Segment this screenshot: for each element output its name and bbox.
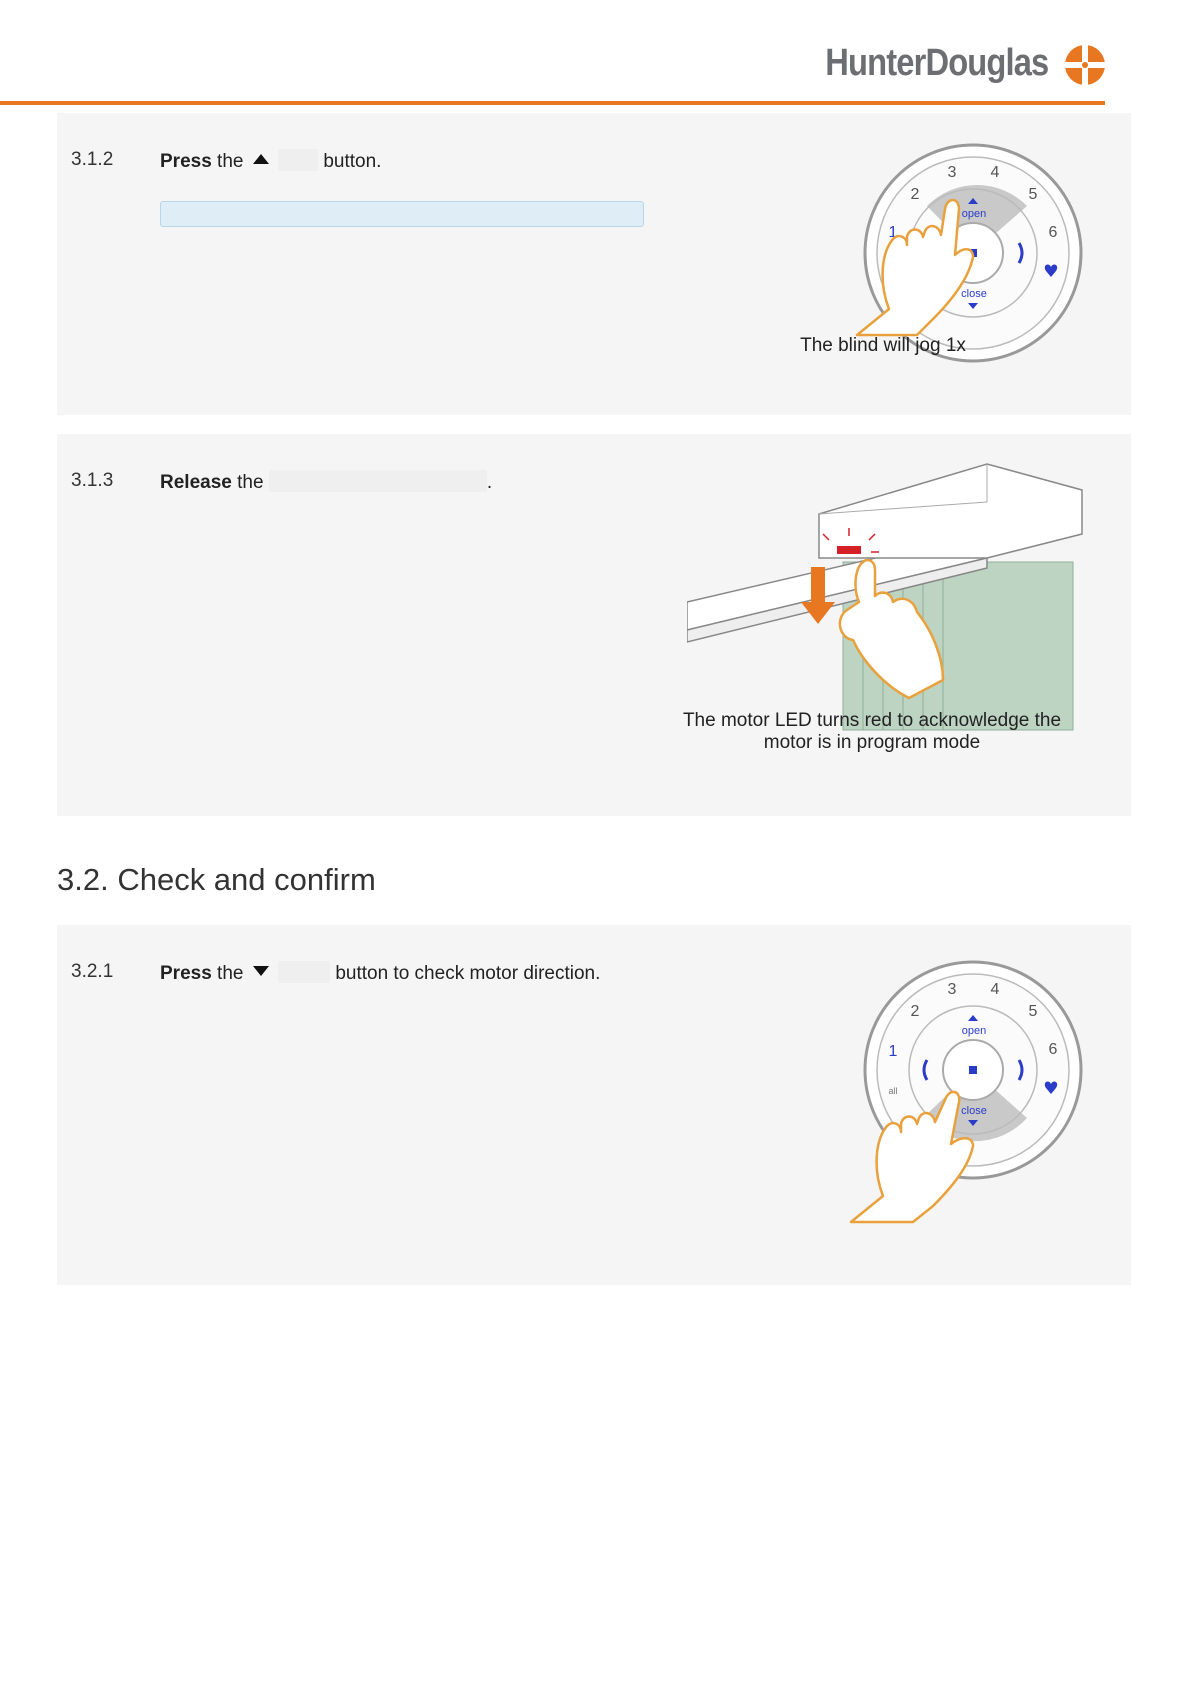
- brand-name: HunterDouglas: [824, 42, 1048, 84]
- button-name-placeholder: [278, 961, 330, 983]
- step-caption: [637, 710, 1107, 754]
- page-header: [0, 0, 1190, 105]
- step-text-a: the: [231, 472, 264, 493]
- caption-line-1: The motor LED turns red to acknowledge the: [682, 710, 1062, 731]
- step-number: 3.1.2: [71, 149, 114, 170]
- remote-key-4: 4: [990, 981, 1000, 998]
- remote-close-label: close: [961, 1105, 987, 1117]
- step-text-a: the: [211, 963, 244, 984]
- step-number: 3.2.1: [71, 961, 114, 982]
- info-bar: [160, 201, 644, 227]
- remote-open-label: open: [961, 208, 987, 220]
- step-text-b: button to check motor direction.: [330, 963, 601, 984]
- step-number: 3.1.3: [71, 470, 114, 491]
- remote-key-5: 5: [1028, 186, 1038, 203]
- remote-key-2: 2: [910, 1003, 920, 1020]
- step-action: Press: [160, 151, 212, 172]
- remote-key-3: 3: [947, 981, 957, 998]
- remote-close-press-illustration: [837, 960, 1157, 1250]
- step-instruction: [160, 149, 381, 173]
- remote-close-label: close: [961, 288, 987, 300]
- header-rule: [0, 101, 1105, 105]
- step-caption: The blind will jog 1x: [800, 335, 966, 356]
- remote-key-3: 3: [947, 164, 957, 181]
- step-panel-3-1-3: [57, 434, 1131, 816]
- triangle-up-icon: [253, 154, 269, 164]
- remote-key-1: 1: [888, 224, 898, 241]
- button-name-placeholder: [269, 470, 487, 492]
- step-action: Press: [160, 963, 212, 984]
- remote-key-4: 4: [990, 164, 1000, 181]
- step-panel-3-1-2: [57, 113, 1131, 415]
- step-action: Release: [160, 472, 232, 493]
- hunterdouglas-compass-logo-icon: [1064, 44, 1106, 86]
- remote-key-2: 2: [910, 186, 920, 203]
- step-text-b: button.: [318, 151, 382, 172]
- remote-open-label: open: [961, 1025, 987, 1037]
- step-instruction: [160, 470, 492, 494]
- remote-key-1: 1: [888, 1043, 898, 1060]
- remote-key-6: 6: [1048, 224, 1058, 241]
- step-panel-3-2-1: [57, 925, 1131, 1285]
- step-text-b: .: [486, 472, 493, 493]
- step-text-a: the: [211, 151, 244, 172]
- remote-all-label: all: [888, 1086, 898, 1096]
- remote-key-5: 5: [1028, 1003, 1038, 1020]
- motor-headrail-illustration: [687, 462, 1107, 732]
- caption-line-2: motor is in program mode: [763, 732, 981, 753]
- button-name-placeholder: [278, 149, 318, 171]
- triangle-down-icon: [253, 966, 269, 976]
- section-heading: 3.2. Check and confirm: [57, 862, 376, 897]
- remote-key-6: 6: [1048, 1041, 1058, 1058]
- step-instruction: [160, 961, 600, 985]
